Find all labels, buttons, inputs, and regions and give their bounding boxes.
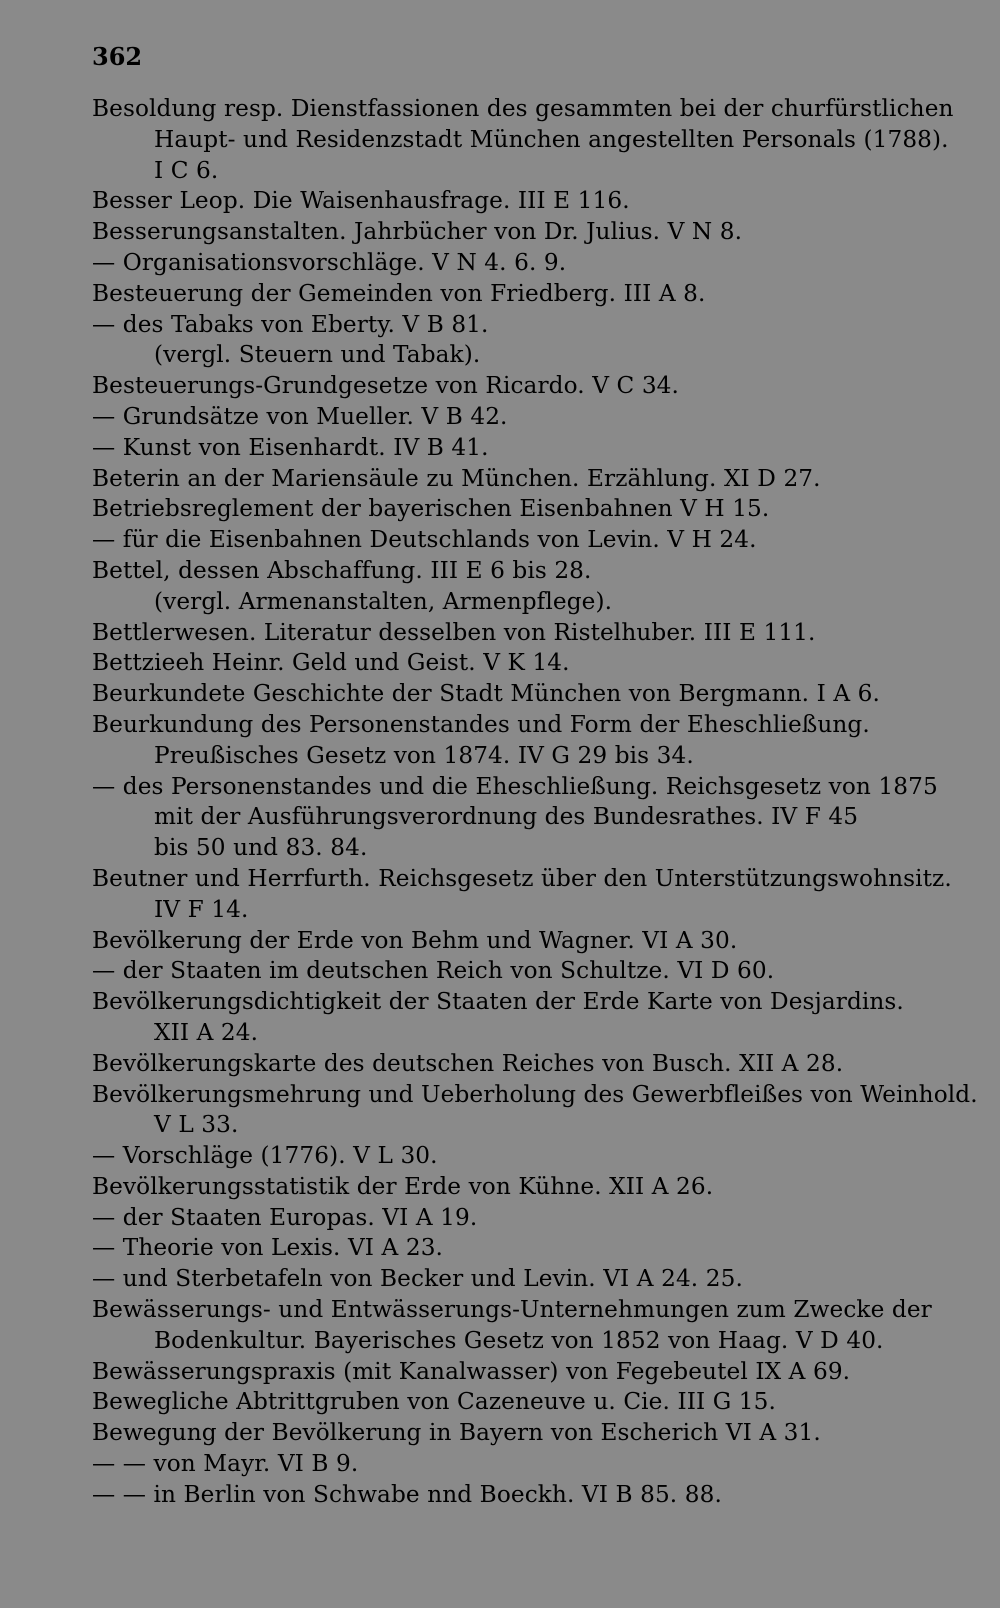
- index-entry-line: Besserungsanstalten. Jahrbücher von Dr. Julius. V N 8.: [92, 218, 743, 246]
- index-entry-line: Bewässerungspraxis (mit Kanalwasser) von Fegebeutel IX A 69.: [92, 1357, 851, 1385]
- index-entry-line: Beurkundete Geschichte der Stadt München von Bergmann. I A 6.: [92, 680, 880, 708]
- index-entry-line: Bewässerungs- und Entwässerungs-Unternehmungen zum Zwecke der: [92, 1296, 932, 1324]
- index-entry-line: Beutner und Herrfurth. Reichsgesetz über den Unterstützungswohnsitz.: [92, 864, 952, 892]
- index-entry-line: — Grundsätze von Mueller. V B 42.: [92, 402, 508, 430]
- index-entry-line: — des Tabaks von Eberty. V B 81.: [92, 310, 489, 338]
- index-entry-continuation: Bodenkultur. Bayerisches Gesetz von 1852 von Haag. V D 40.: [154, 1326, 884, 1354]
- index-entry-line: — der Staaten Europas. VI A 19.: [92, 1203, 478, 1231]
- index-entry-line: Bevölkerungskarte des deutschen Reiches von Busch. XII A 28.: [92, 1049, 844, 1077]
- index-entry-line: Bettel, dessen Abschaffung. III E 6 bis 28.: [92, 556, 592, 584]
- index-entry-continuation: Preußisches Gesetz von 1874. IV G 29 bis 34.: [154, 741, 694, 769]
- index-entry-line: — Theorie von Lexis. VI A 23.: [92, 1234, 444, 1262]
- index-entry-line: Bewegliche Abtrittgruben von Cazeneuve u. Cie. III G 15.: [92, 1388, 776, 1416]
- index-entry-line: Bettlerwesen. Literatur desselben von Ristelhuber. III E 111.: [92, 618, 816, 646]
- index-entry-continuation: bis 50 und 83. 84.: [154, 834, 368, 862]
- index-entry-line: Betriebsreglement der bayerischen Eisenbahnen V H 15.: [92, 495, 770, 523]
- index-entry-line: Besteuerung der Gemeinden von Friedberg. III A 8.: [92, 279, 706, 307]
- index-entry-line: — und Sterbetafeln von Becker und Levin. VI A 24. 25.: [92, 1265, 743, 1293]
- index-entry-line: Besteuerungs-Grundgesetze von Ricardo. V C 34.: [92, 372, 679, 400]
- index-entry-line: Bevölkerungsmehrung und Ueberholung des Gewerbfleißes von Weinhold.: [92, 1080, 978, 1108]
- index-entry-continuation: XII A 24.: [154, 1018, 259, 1046]
- index-entry-line: Bevölkerungsdichtigkeit der Staaten der Erde Karte von Desjardins.: [92, 988, 904, 1016]
- index-entries: [92, 94, 978, 1511]
- page-number: 362: [92, 42, 143, 71]
- index-entry-continuation: mit der Ausführungsverordnung des Bundesrathes. IV F 45: [154, 803, 859, 831]
- index-entry-line: — des Personenstandes und die Eheschließung. Reichsgesetz von 1875: [92, 772, 938, 800]
- index-entry-line: Bewegung der Bevölkerung in Bayern von Escherich VI A 31.: [92, 1419, 821, 1447]
- index-entry-continuation: V L 33.: [154, 1111, 239, 1139]
- index-entry-line: Bettzieeh Heinr. Geld und Geist. V K 14.: [92, 649, 570, 677]
- index-entry-line: — Organisationsvorschläge. V N 4. 6. 9.: [92, 248, 567, 276]
- index-entry-continuation: (vergl. Steuern und Tabak).: [154, 341, 481, 369]
- index-entry-line: Beurkundung des Personenstandes und Form der Eheschließung.: [92, 710, 870, 738]
- index-entry-line: — für die Eisenbahnen Deutschlands von Levin. V H 24.: [92, 526, 757, 554]
- index-entry-line: Bevölkerungsstatistik der Erde von Kühne. XII A 26.: [92, 1172, 714, 1200]
- index-entry-line: Bevölkerung der Erde von Behm und Wagner. VI A 30.: [92, 926, 738, 954]
- index-entry-continuation: IV F 14.: [154, 895, 249, 923]
- index-entry-line: — — in Berlin von Schwabe nnd Boeckh. VI B 85. 88.: [92, 1480, 722, 1508]
- index-entry-line: — — von Mayr. VI B 9.: [92, 1450, 359, 1478]
- index-entry-continuation: (vergl. Armenanstalten, Armenpflege).: [154, 587, 613, 615]
- index-entry-line: Besser Leop. Die Waisenhausfrage. III E 116.: [92, 187, 630, 215]
- index-entry-line: Beterin an der Mariensäule zu München. Erzählung. XI D 27.: [92, 464, 821, 492]
- index-entry-continuation: Haupt- und Residenzstadt München angestellten Personals (1788).: [154, 125, 949, 153]
- index-entry-line: Besoldung resp. Dienstfassionen des gesammten bei der churfürstlichen: [92, 95, 954, 122]
- index-entry-line: — Vorschläge (1776). V L 30.: [92, 1142, 438, 1170]
- index-entry-continuation: I C 6.: [154, 156, 219, 184]
- index-entry-line: — der Staaten im deutschen Reich von Schultze. VI D 60.: [92, 957, 775, 985]
- index-entry-line: — Kunst von Eisenhardt. IV B 41.: [92, 433, 489, 461]
